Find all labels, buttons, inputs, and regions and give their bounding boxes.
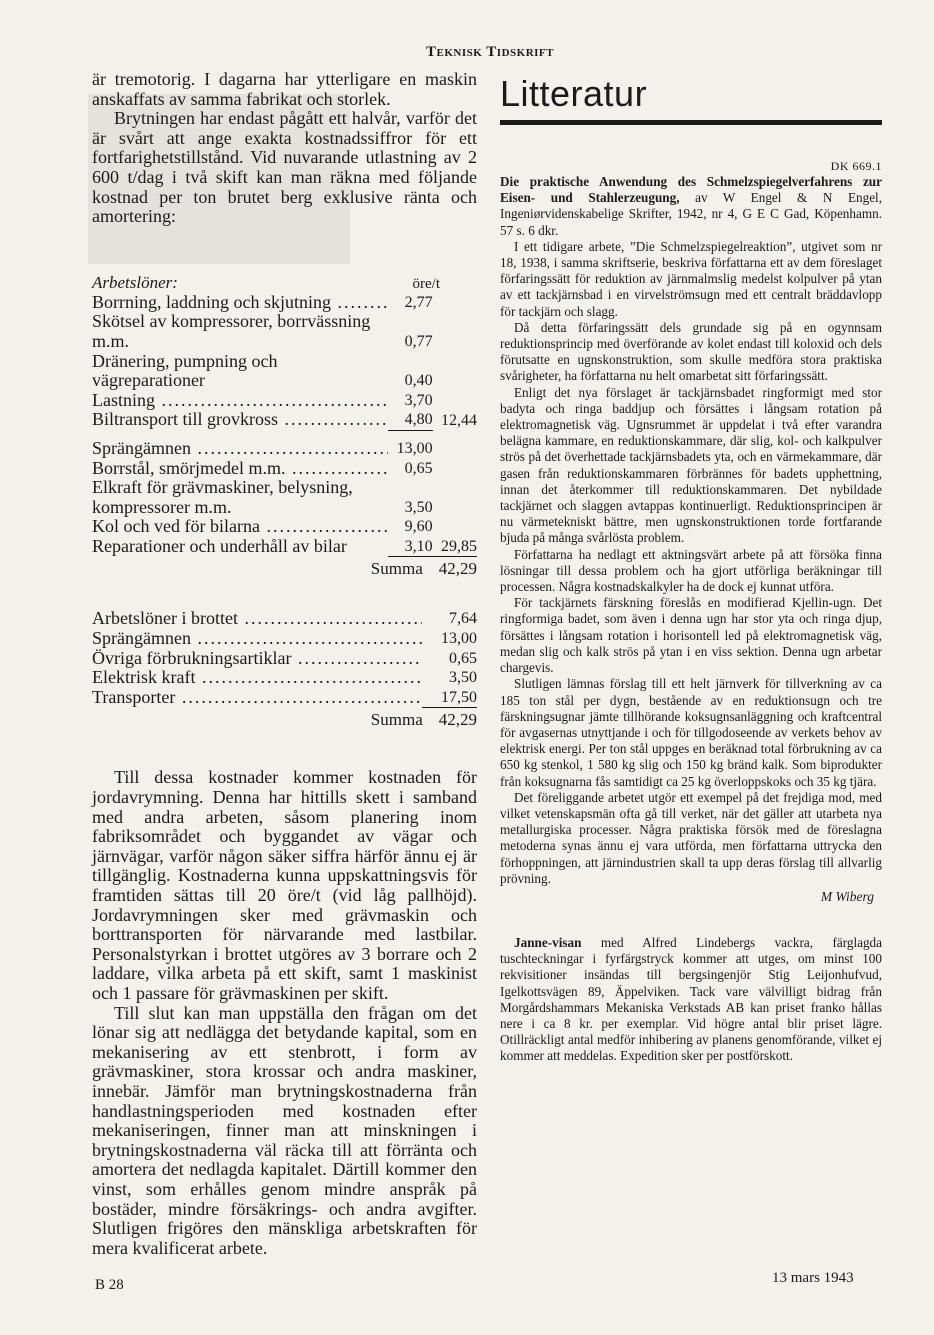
reviewer-signature: M Wiberg: [820, 888, 874, 904]
row-subtotal: 12,44: [441, 412, 477, 430]
summary-table: [92, 609, 477, 732]
table-row: [92, 312, 477, 351]
row-label: Elektrisk kraft .....: [92, 668, 422, 688]
sum-value: 42,29: [438, 710, 477, 730]
row-value: 3,50: [404, 498, 433, 516]
intro-paragraph-2: Brytningen har endast pågått ett halvår, varför det är svårt att ange exakta kostnadssiffror för ett fortfarighetstillstånd. Vid nuvarande utlastning av 2 600 t/dag i två skift kan man räkna med följande kostnad per ton brutet berg exklusive ränta och amortering:: [92, 108, 477, 227]
review-paragraph: För tackjärnets färskning föreslås en modifierad Kjellin-ugn. Det ringformiga badet, som även i denna ugn har stor yta och ringa djup, försättes i långsam rotation i horisontell led på elektromagnetisk väg, medan slig och kalk strös på ytan i en viss sektion. Denna ugn arbetar chargevis.: [500, 595, 882, 676]
table-row: [92, 537, 477, 558]
row-value: 2,77: [404, 293, 433, 311]
row-value: 0,65: [404, 459, 433, 477]
review-paragraph: Det föreliggande arbetet utgör ett exempel på det frejdiga mod, med vilket vetenskapsmän ofta gå till verket, när det gäller att utarbeta nya metallurgiska processer. Några praktiska försök med de föreslagna metoderna synas ännu ej vara utförda, men författarna uttrycka den förhoppningen, att järnindustrien skall ta upp deras förslag till allvarlig prövning.: [500, 789, 882, 886]
reference-title: Die praktische Anwendung des Schmelzspiegelverfahrens zur Eisen- und Stahlerzeugung,: [500, 174, 882, 206]
reference-details: av W Engel & N Engel, Ingeniørvidenskabelige Skrifter, 1942, nr 4, G E C Gad, Köpenhamn. 57 s. 6 dkr.: [500, 190, 883, 238]
table1-sum: [92, 557, 477, 581]
right-column: [500, 70, 882, 1065]
table-row: [92, 688, 477, 709]
row-label: Borrning, laddning och skjutning .....: [92, 293, 388, 313]
row-label: Sprängämnen .....: [92, 439, 388, 459]
row-value: 3,10: [388, 537, 432, 558]
intro-paragraph-1: är tremotorig. I dagarna har ytterligare en maskin anskaffats av samma fabrikat och storlek.: [92, 69, 477, 109]
row-value: 17,50: [422, 688, 477, 709]
row-value: 7,64: [449, 610, 477, 628]
row-label: Biltransport till grovkross .....: [92, 410, 388, 431]
sum-label: Summa: [370, 559, 423, 579]
row-label: Dränering, pumpning och vägreparationer: [92, 350, 278, 391]
notice-paragraph: [500, 935, 882, 1065]
cost-table-unit: öre/t: [412, 275, 440, 292]
table-row: [92, 391, 477, 411]
row-value: 0,65: [449, 649, 477, 667]
table-row: [92, 629, 477, 649]
issue-date: 13 mars 1943: [772, 1270, 854, 1286]
review-paragraph: Då detta förfaringssätt dels grundade sig på en ogynnsam reduktionsprincip med överförande av kolet endast till koloxid och dels förutsatte en ugnskonstruktion, som skulle medföra stora praktiska svårigheter, ha författarna nu helt omarbetat sitt förfaringssätt.: [500, 319, 882, 384]
row-value: 13,00: [441, 630, 477, 648]
dk-classification: DK 669.1: [830, 159, 882, 173]
row-value: 3,70: [404, 391, 433, 409]
cost-table-header: [92, 265, 477, 293]
sum-label: Summa: [370, 710, 423, 730]
table-row: [92, 459, 477, 479]
row-label: Kol och ved för bilarna .....: [92, 517, 388, 537]
row-value: 3,50: [449, 669, 477, 687]
row-value: 9,60: [404, 518, 433, 536]
journal-header: Teknisk Tidskrift: [426, 44, 554, 60]
table-row: [92, 517, 477, 537]
row-label: Borrstål, smörjmedel m.m. .....: [92, 459, 388, 479]
row-label: Skötsel av kompressorer, borrvässning m.m.: [92, 311, 371, 351]
row-label: Elkraft för grävmaskiner, belysning, kompressorer m.m.: [92, 477, 353, 517]
row-value: 0,77: [404, 332, 433, 350]
table-row: [92, 293, 477, 313]
table2-sum: [92, 708, 477, 732]
row-label: Sprängämnen .....: [92, 629, 422, 649]
table-row: [92, 352, 477, 391]
table-row: [92, 668, 477, 688]
row-value: 13,00: [396, 439, 433, 457]
row-subtotal: 29,85: [433, 537, 477, 558]
review-paragraph: Författarna ha nedlagt ett aktningsvärt arbete på att försöka finna lösningar till dessa problem och ha gjort utförliga beräkningar till processen. Några kostnadskalkyler ha de dock ej kunnat utföra.: [500, 546, 882, 595]
table-row: [92, 439, 477, 459]
row-label: Reparationer och underhåll av bilar: [92, 536, 347, 556]
notice-text: med Alfred Lindebergs vackra, färglagda tuschteckningar i fyrfärgstryck kommer att utges, om minst 100 rekvisitioner insändas till bergsingenjör Stig Leijonhufvud, Igelkottsvägen 89, Äppelviken. Tack vare välvilligt bidrag från Morgårdshammars Mekaniska Verkstads AB kan priset franko hållas nere i ca 8 kr. per exemplar. Vid högre antal blir priset lägre. Otillräckligt antal medför inhibering av planens genomförande, vilket ej kommer att meddelas. Expedition sker per postförskott.: [500, 934, 882, 1064]
page-number: B 28: [95, 1277, 124, 1293]
row-label: Övriga förbrukningsartiklar .....: [92, 649, 422, 669]
title-rule: [500, 120, 882, 125]
row-label: Transporter .....: [92, 688, 422, 709]
section-title: Litteratur: [500, 73, 648, 114]
table-row: [92, 410, 477, 431]
table-row: [92, 609, 477, 629]
reference: [500, 174, 882, 239]
table-row: [92, 649, 477, 669]
notice-title: Janne-visan: [514, 934, 582, 950]
cost-table: [92, 293, 477, 582]
row-label: Lastning .....: [92, 391, 388, 411]
row-label: Arbetslöner i brottet .....: [92, 609, 422, 629]
cost-table-heading: Arbetslöner:: [92, 272, 178, 292]
review-paragraph: Slutligen lämnas förslag till ett helt järnverk för tillverkning av ca 185 ton stål per dygn, bestående av en reduktionsugn och tre färskningsugnar jämte tillhörande koksugnsanläggning och kraftcentral för avgasernas utnyttjande i och för tillgodoseende av verkets behov av elektrisk energi. Per ton stål uppges en beräknad total förbrukning av ca 650 kg stenkol, 1 580 kg slig och 150 kg bränd kalk. Som biprodukter från koksugnarna fås samtidigt ca 25 kg överloppskoks och 35 kg tjära.: [500, 676, 882, 789]
table-row: [92, 478, 477, 517]
body-paragraph-2: Till slut kan man uppställa den frågan om det lönar sig att nedlägga det betydande kapital, som en mekanisering av ett stenbrott, i form av grävmaskiner, stora krossar och andra maskiner, innebär. Jämför man brytningskostnaderna från handlastningsperioden med kostnaden efter mekaniseringen, finner man att minskningen i brytningskostnaderna väl räcka till att förränta och amortera det nedlagda kapitalet. Därtill kommer den vinst, som erhålles genom mindre anspråk på bostäder, mindre försäkrings- och andra avgifter. Slutligen frigöres den mänskliga arbetskraften för mera kvalificerat arbete.: [92, 1002, 477, 1258]
body-paragraph-1: Till dessa kostnader kommer kostnaden för jordavrymning. Denna har hittills skett i samband med andra arbeten, såsom planering inom fabriksområdet och byggandet av vägar och järnvägar, varför någon säker siffra härför ännu ej är tillgänglig. Kostnaderna kunna uppskattningsvis för framtiden sättas till 20 öre/t (vid låg pallhöjd). Jordavrymningen sker med grävmaskin och borttransporten för närvarande med lastbilar. Personalstyrkan i brottet utgöres av 3 borrare och 2 laddare, vilka arbeta på ett skift, samt 1 maskinist och 1 passare för grävmaskinen per skift.: [92, 767, 477, 1003]
review-paragraph: I ett tidigare arbete, ”Die Schmelzspiegelreaktion”, utgivet som nr 18, 1938, i samma skriftserie, beskriva författarna ett av dem föreslaget förfaringssätt för reduktion av järnmalmslig medelst kolpulver på ytan av ett tackjärnsbad i en virvelströmsugn med ett centralt bräddavlopp för tackjärn och slagg.: [500, 238, 882, 319]
sum-value: 42,29: [438, 559, 477, 579]
left-column: [92, 70, 477, 1258]
row-value: 4,80: [388, 410, 432, 431]
row-value: 0,40: [404, 372, 433, 390]
review-paragraph: Enligt det nya förslaget är tackjärnsbadet ringformigt med stor badyta och ringa baddjup och försättes i långsam rotation på elektromagnetisk väg. Ugnsrummet är uppdelat i två efter varandra belägna kammare, en reduktionskammare, där slig, kol- och kalkpulver strös på det överhettade tackjärnsbadets yta, och en värmekammare, där gasen från reduktionskammaren förbrännes för badets upphettning, innan det återkommer till reduktionskammaren. Det nybildade tackjärnet och slaggen avtappas kontinuerligt. Reduktionsprincipen är nu värmetekniskt bättre, men ugnskonstruktionen torde fortfarande bjuda på många svårlösta problem.: [500, 384, 882, 546]
